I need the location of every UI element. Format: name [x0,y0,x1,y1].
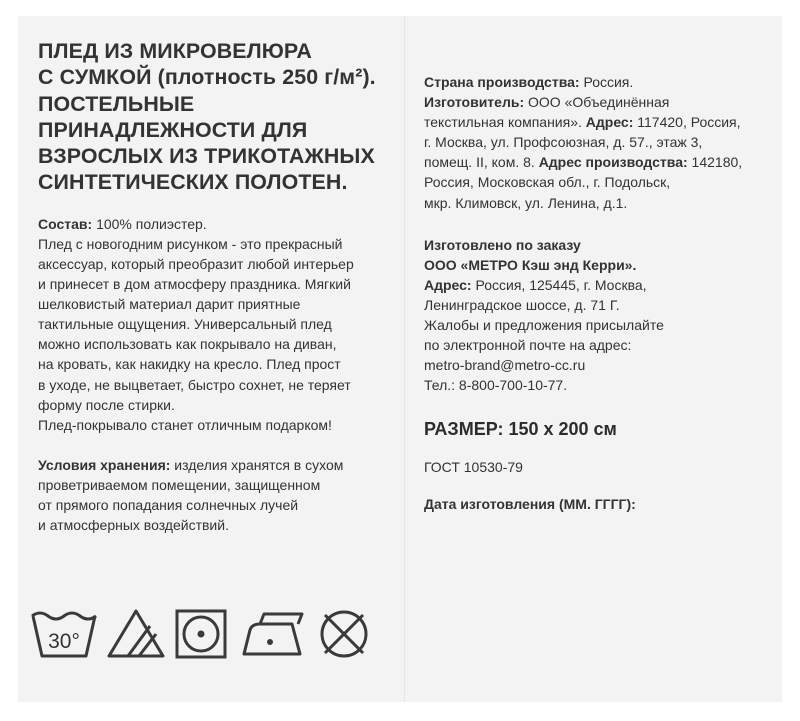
description-line: форму после стирки. [38,396,175,413]
ordered-by-line: Жалобы и предложения присылайте [424,317,664,334]
description-line: тактильные ощущения. Универсальный плед [38,316,332,333]
title-line: ПЛЕД ИЗ МИКРОВЕЛЮРА [38,39,312,63]
production-address-label: Адрес производства: [538,154,688,171]
iron-low-icon [240,608,308,660]
storage-line: проветриваемом помещении, защищенном [38,476,321,493]
manufacturer-address-label: Адрес: [585,114,634,131]
ordered-by-company: ООО «МЕТРО Кэш энд Керри». [424,256,637,273]
description-line: Плед-покрывало станет отличным подарком! [38,416,332,433]
manufacturer-line: мкр. Климовск, ул. Ленина, д.1. [424,194,628,211]
description-line: Плед с новогодним рисунком - это прекрасный [38,235,343,252]
manufacturer-line: г. Москва, ул. Профсоюзная, д. 57., этаж 3, [424,134,703,151]
no-dry-clean-icon [318,608,370,660]
ordered-by-line: по электронной почте на адрес: [424,337,632,354]
description-line: на кровать, как накидку на кресло. Плед прост [38,356,341,373]
description-line: и принесет в дом атмосферу праздника. Мягкий [38,276,351,293]
ordered-by-address-value: Россия, 125445, г. Москва, [471,276,647,293]
manufacturer-value: ООО «Объединённая [524,94,670,111]
title-line: С СУМКОЙ (плотность 250 г/м²). [38,65,376,90]
storage-line [38,455,388,475]
manufacturer-address-value: 117420, Россия, [633,114,741,131]
production-address-value: 142180, [687,154,743,171]
manufacturer-line [424,92,774,112]
title-line: ВЗРОСЛЫХ ИЗ ТРИКОТАЖНЫХ [38,144,375,169]
manufacturer-room: помещ. II, ком. 8. [424,154,539,171]
label-fold-line [404,16,406,702]
storage-line: от прямого попадания солнечных лучей [38,497,299,513]
ordered-by-line: Изготовлено по заказу [424,236,581,253]
manufacturer-line: Россия, Московская обл., г. Подольск, [424,174,671,191]
ordered-by-address [424,275,774,295]
description-line: шелковистый материал дарит приятные [38,296,301,313]
size-heading: РАЗМЕР: 150 х 200 см [424,419,617,440]
ordered-by-line: Ленинградское шоссе, д. 71 Г. [424,296,620,313]
manufacturer-block [424,72,774,213]
ordered-by-address-label: Адрес: [424,276,472,293]
manufacturer-line [424,152,774,172]
storage-label: Условия хранения: [38,456,171,473]
manufacture-date-label: Дата изготовления (ММ. ГГГГ): [424,495,636,512]
gost-standard: ГОСТ 10530-79 [424,459,523,476]
no-bleach-icon [106,608,166,660]
tumble-dry-low-icon [174,608,228,660]
composition-line [38,214,388,234]
wash-30-icon [30,608,98,660]
left-column [38,38,388,535]
manufacturer-line [424,112,774,132]
manufacturer-label: Изготовитель: [424,94,525,111]
country-label: Страна производства: [424,74,580,90]
composition-value: 100% полиэстер. [92,215,207,232]
description-line: можно использовать как покрывало на диван, [38,336,337,353]
storage-line: и атмосферных воздействий. [38,517,229,534]
title-line: СИНТЕТИЧЕСКИХ ПОЛОТЕН. [38,170,348,195]
right-column [424,72,774,514]
storage-value: изделия хранятся в сухом [170,456,344,473]
manufacturer-name-cont: текстильная компания». [424,114,586,131]
description-line: в уходе, не выцветает, быстро сохнет, не теряет [38,376,351,393]
country-value: Россия. [579,74,634,90]
composition-label: Состав: [38,215,93,232]
care-symbols-row [30,600,390,660]
storage-block [38,455,388,535]
title-line: ПОСТЕЛЬНЫЕ [38,91,195,116]
composition-block [38,214,388,435]
wash-temperature-label: 30° [48,630,80,653]
ordered-by-block [424,235,774,396]
title-line: ПРИНАДЛЕЖНОСТИ ДЛЯ [38,117,308,142]
product-title [38,38,388,196]
contact-email: metro-brand@metro-cc.ru [424,357,586,374]
description-line: аксессуар, который преобразит любой интерьер [38,255,354,272]
contact-phone: Тел.: 8-800-700-10-77. [424,377,568,394]
country-line [424,72,774,92]
